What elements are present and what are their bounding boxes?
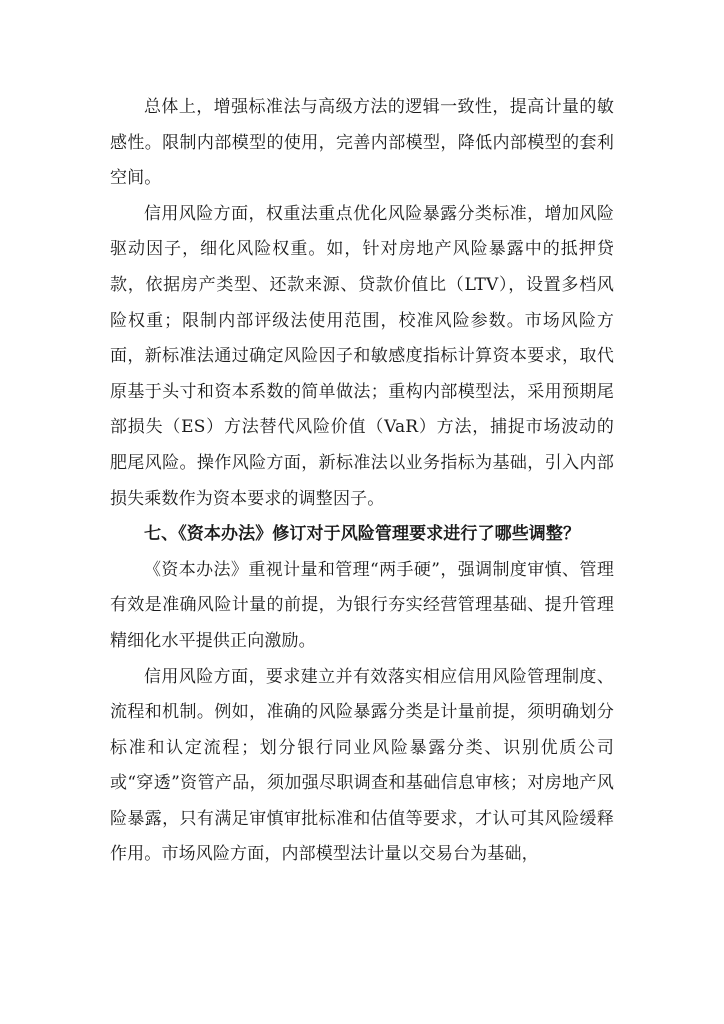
paragraph-credit-risk-management: 信用风险方面，要求建立并有效落实相应信用风险管理制度、流程和机制。例如，准确的风险暴露分类是计量前提，须明确划分标准和认定流程；划分银行同业风险暴露分类、识别优质公司或“穿透”资管产品，须加强尽职调查和基础信息审核；对房地产风险暴露，只有满足审慎审批标准和估值等要求，才认可其风险缓释作用。市场风险方面，内部模型法计量以交易台为基础， [110,666,614,865]
document-page [110,90,614,873]
paragraph-capital-measurement: 信用风险方面，权重法重点优化风险暴露分类标准，增加风险驱动因子，细化风险权重。如，针对房地产风险暴露中的抵押贷款，依据房产类型、还款来源、贷款价值比（LTV），设置多档风险权重；限制内部评级法使用范围，校准风险参数。市场风险方面，新标准法通过确定风险因子和敏感度指标计算资本要求，取代原基于头寸和资本系数的简单做法；重构内部模型法，采用预期尾部损失（ES）方法替代风险价值（VaR）方法，捕捉市场波动的肥尾风险。操作风险方面，新标准法以业务指标为基础，引入内部损失乘数作为资本要求的调整因子。 [110,203,614,509]
paragraph-summary: 总体上，增强标准法与高级方法的逻辑一致性，提高计量的敏感性。限制内部模型的使用，完善内部模型，降低内部模型的套利空间。 [110,97,614,189]
paragraph-measurement-and-management: 《资本办法》重视计量和管理“两手硬”，强调制度审慎、管理有效是准确风险计量的前提，为银行夯实经营管理基础、提升管理精细化水平提供正向激励。 [110,559,614,651]
section-heading-7: 七、《资本办法》修订对于风险管理要求进行了哪些调整？ [144,524,581,545]
